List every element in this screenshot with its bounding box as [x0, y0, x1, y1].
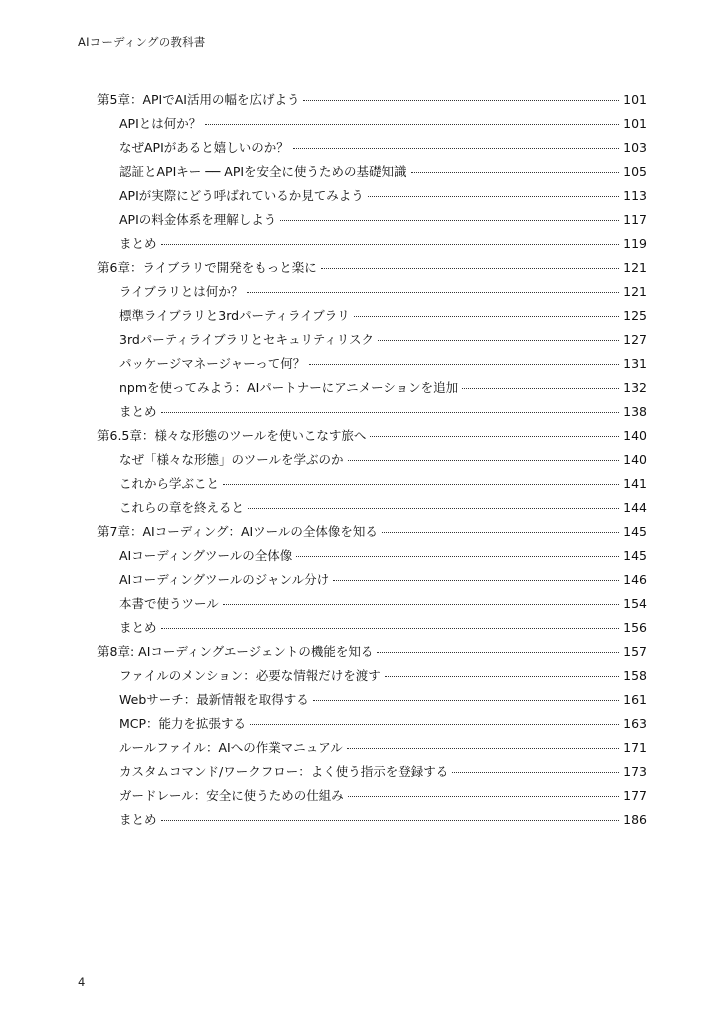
- toc-section-entry: [97, 712, 647, 736]
- toc-entry-title: 本書で使うツール: [119, 596, 219, 611]
- dot-leader: [161, 819, 619, 821]
- toc-entry-page: 158: [623, 668, 647, 683]
- toc-section-entry: [97, 736, 647, 760]
- toc-entry-title: 認証とAPIキー ── APIを安全に使うための基礎知識: [119, 164, 407, 179]
- toc-entry-page: 105: [623, 164, 647, 179]
- toc-section-entry: [97, 616, 647, 640]
- toc-entry-title: 標準ライブラリと3rdパーティライブラリ: [119, 308, 350, 323]
- toc-chapter-entry: [97, 520, 647, 544]
- dot-leader: [296, 555, 619, 557]
- dot-leader: [348, 795, 619, 797]
- toc-section-entry: [97, 184, 647, 208]
- dot-leader: [378, 339, 619, 341]
- toc-section-entry: [97, 448, 647, 472]
- toc-entry-title: まとめ: [119, 236, 157, 251]
- toc-entry-page: 132: [623, 380, 647, 395]
- dot-leader: [280, 219, 619, 221]
- dot-leader: [354, 315, 619, 317]
- toc-entry-page: 145: [623, 548, 647, 563]
- toc-entry-title: パッケージマネージャーって何？: [119, 356, 306, 371]
- toc-entry-page: 140: [623, 428, 647, 443]
- toc-entry-page: 121: [623, 260, 647, 275]
- toc-entry-title: 第6.5章：様々な形態のツールを使いこなす旅へ: [97, 428, 367, 443]
- dot-leader: [321, 267, 619, 269]
- toc-section-entry: [97, 328, 647, 352]
- toc-entry-page: 140: [623, 452, 647, 467]
- toc-entry-page: 131: [623, 356, 647, 371]
- toc-entry-page: 186: [623, 812, 647, 827]
- toc-entry-title: APIの料金体系を理解しよう: [119, 212, 277, 227]
- toc-entry-page: 171: [623, 740, 647, 755]
- toc-section-entry: [97, 232, 647, 256]
- toc-entry-title: APIとは何か？: [119, 116, 202, 131]
- toc-entry-title: ファイルのメンション：必要な情報だけを渡す: [119, 668, 381, 683]
- dot-leader: [303, 99, 619, 101]
- toc-entry-title: カスタムコマンド/ワークフロー：よく使う指示を登録する: [119, 764, 449, 779]
- toc-entry-page: 145: [623, 524, 647, 539]
- toc-entry-page: 101: [623, 116, 647, 131]
- dot-leader: [293, 147, 619, 149]
- toc-entry-page: 163: [623, 716, 647, 731]
- toc-entry-title: 第8章: AIコーディングエージェントの機能を知る: [97, 644, 374, 659]
- toc-entry-page: 173: [623, 764, 647, 779]
- toc-entry-page: 113: [623, 188, 647, 203]
- dot-leader: [385, 675, 619, 677]
- toc-section-entry: [97, 760, 647, 784]
- dot-leader: [248, 507, 619, 509]
- toc-chapter-entry: [97, 88, 647, 112]
- toc-section-entry: [97, 208, 647, 232]
- dot-leader: [313, 699, 619, 701]
- toc-entry-title: なぜ「様々な形態」のツールを学ぶのか: [119, 452, 344, 467]
- dot-leader: [223, 483, 619, 485]
- toc-section-entry: [97, 376, 647, 400]
- dot-leader: [333, 579, 619, 581]
- toc-section-entry: [97, 808, 647, 832]
- toc-entry-page: 156: [623, 620, 647, 635]
- toc-entry-page: 146: [623, 572, 647, 587]
- toc-entry-page: 127: [623, 332, 647, 347]
- toc-entry-title: 3rdパーティライブラリとセキュリティリスク: [119, 332, 375, 347]
- running-header: AIコーディングの教科書: [78, 35, 206, 49]
- toc-section-entry: [97, 136, 647, 160]
- toc-entry-page: 141: [623, 476, 647, 491]
- toc-entry-title: ガードレール：安全に使うための仕組み: [119, 788, 344, 803]
- toc-entry-title: これから学ぶこと: [119, 476, 220, 491]
- toc-section-entry: [97, 472, 647, 496]
- toc-entry-page: 119: [623, 236, 647, 251]
- toc-entry-page: 103: [623, 140, 647, 155]
- dot-leader: [411, 171, 619, 173]
- toc-section-entry: [97, 280, 647, 304]
- dot-leader: [377, 651, 619, 653]
- toc-section-entry: [97, 160, 647, 184]
- toc-entry-title: なぜAPIがあると嬉しいのか？: [119, 140, 289, 155]
- toc-chapter-entry: [97, 256, 647, 280]
- dot-leader: [462, 387, 619, 389]
- toc-entry-title: Webサーチ：最新情報を取得する: [119, 692, 309, 707]
- toc-entry-page: 117: [623, 212, 647, 227]
- toc-chapter-entry: [97, 640, 647, 664]
- toc-entry-title: まとめ: [119, 404, 157, 419]
- dot-leader: [309, 363, 619, 365]
- toc-section-entry: [97, 664, 647, 688]
- toc-entry-page: 125: [623, 308, 647, 323]
- toc-entry-page: 157: [623, 644, 647, 659]
- toc-entry-page: 154: [623, 596, 647, 611]
- page-number: 4: [78, 975, 86, 989]
- toc-entry-page: 138: [623, 404, 647, 419]
- toc-entry-title: AIコーディングツールのジャンル分け: [119, 572, 330, 587]
- toc-section-entry: [97, 592, 647, 616]
- toc-entry-page: 101: [623, 92, 647, 107]
- dot-leader: [223, 603, 619, 605]
- toc-entry-title: これらの章を終えると: [119, 500, 245, 515]
- dot-leader: [347, 747, 619, 749]
- dot-leader: [348, 459, 619, 461]
- toc-entry-title: ルールファイル：AIへの作業マニュアル: [119, 740, 343, 755]
- toc-entry-title: APIが実際にどう呼ばれているか見てみよう: [119, 188, 364, 203]
- toc-section-entry: [97, 496, 647, 520]
- toc-section-entry: [97, 400, 647, 424]
- dot-leader: [161, 243, 619, 245]
- toc-section-entry: [97, 112, 647, 136]
- dot-leader: [452, 771, 619, 773]
- toc-entry-title: まとめ: [119, 812, 157, 827]
- toc-entry-page: 144: [623, 500, 647, 515]
- toc-section-entry: [97, 688, 647, 712]
- dot-leader: [161, 627, 619, 629]
- toc-section-entry: [97, 352, 647, 376]
- toc-section-entry: [97, 568, 647, 592]
- toc-section-entry: [97, 544, 647, 568]
- toc-section-entry: [97, 304, 647, 328]
- toc-entry-title: まとめ: [119, 620, 157, 635]
- toc-entry-title: 第5章：APIでAI活用の幅を広げよう: [97, 92, 300, 107]
- toc-entry-title: ライブラリとは何か？: [119, 284, 244, 299]
- dot-leader: [205, 123, 619, 125]
- dot-leader: [250, 723, 619, 725]
- toc-entry-title: AIコーディングツールの全体像: [119, 548, 293, 563]
- dot-leader: [370, 435, 619, 437]
- dot-leader: [368, 195, 619, 197]
- toc-entry-page: 121: [623, 284, 647, 299]
- toc-entry-title: 第6章：ライブラリで開発をもっと楽に: [97, 260, 317, 275]
- toc-entry-page: 161: [623, 692, 647, 707]
- toc-entry-title: MCP：能力を拡張する: [119, 716, 247, 731]
- toc-entry-page: 177: [623, 788, 647, 803]
- toc-entry-title: npmを使ってみよう：AIパートナーにアニメーションを追加: [119, 380, 459, 395]
- dot-leader: [161, 411, 619, 413]
- dot-leader: [382, 531, 619, 533]
- toc-section-entry: [97, 784, 647, 808]
- toc-chapter-entry: [97, 424, 647, 448]
- table-of-contents: [97, 88, 647, 832]
- toc-entry-title: 第7章：AIコーディング：AIツールの全体像を知る: [97, 524, 378, 539]
- dot-leader: [247, 291, 619, 293]
